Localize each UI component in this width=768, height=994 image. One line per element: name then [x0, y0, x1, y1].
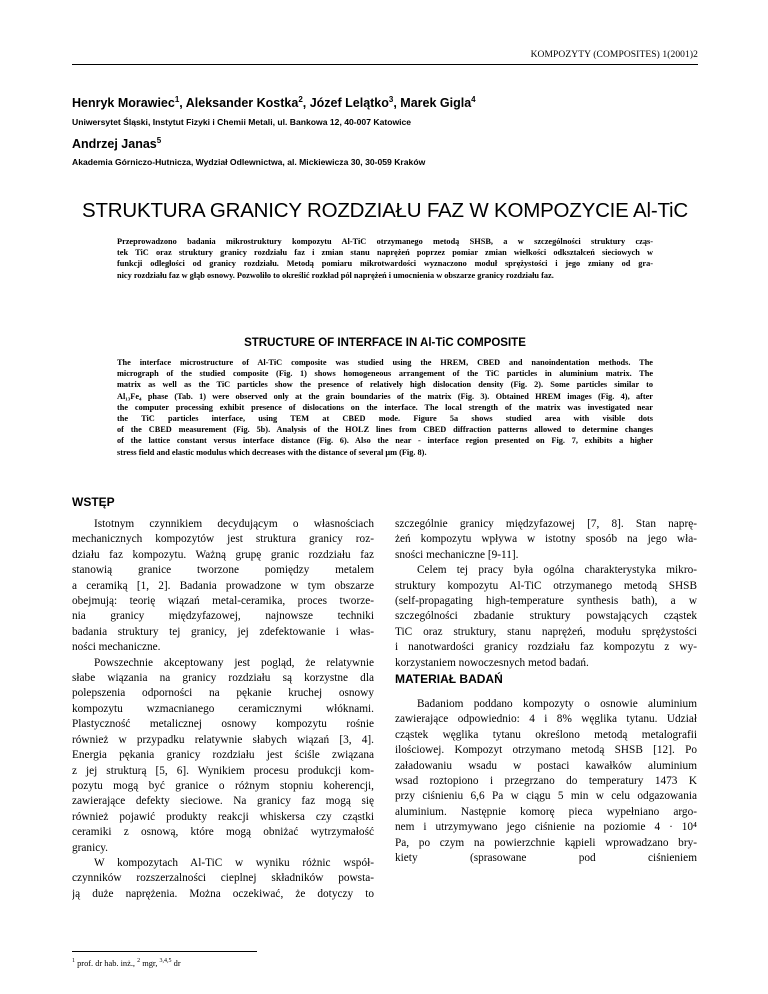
abstract-english: [117, 357, 653, 458]
body-line: a ceramiką [1, 2]. Badania prowadzone w tym obszarze: [72, 579, 374, 592]
footnote-index: 1: [72, 958, 75, 964]
body-line: badania struktury tej granicy, jej zdefektowanie i włas-: [72, 625, 374, 638]
author-name: , Aleksander Kostka: [179, 96, 299, 111]
abstract-line: Przeprowadzono badania mikrostruktury kompozytu Al-TiC otrzymanego metodą SHSB, a w szczególności struktury cząs-: [117, 237, 653, 246]
body-line: nia granicy międzyfazowej, najnowsze techniki: [72, 610, 374, 623]
body-line: również w przypadku relatywnie słabych wiązań [3, 4].: [72, 733, 374, 746]
affiliation-1: Uniwersytet Śląski, Instytut Fizyki i Chemii Metali, ul. Bankowa 12, 40-007 Katowice: [72, 117, 412, 127]
body-line: Plastyczność metalicznej osnowy kompozytu rośnie: [72, 718, 374, 731]
body-line: nem i utrzymywano jego ciśnienie na poziomie 4 · 10⁴: [395, 821, 697, 834]
affiliation-2: Akademia Górniczo-Hutnicza, Wydział Odlewnictwa, al. Mickiewicza 30, 30-059 Kraków: [72, 157, 426, 167]
body-column-right-intro: [395, 517, 697, 671]
title-english: STRUCTURE OF INTERFACE IN Al-TiC COMPOSITE: [244, 337, 526, 349]
abstract-line: The interface microstructure of Al-TiC composite was studied using the HREM, CBED and nanoindentation methods. The: [117, 358, 653, 367]
body-line: przy ciśnieniu 6,6 Pa w ciągu 5 min w celu odgazowania: [395, 790, 697, 803]
body-line: obejmują: teorię wiązań metal-ceramika, proces tworze-: [72, 595, 374, 608]
body-column-right-material: [395, 697, 697, 866]
body-line: ilościowej. Kompozyt otrzymano metodą SHSB [12]. Po: [395, 744, 697, 757]
footnote-text: prof. dr hab. inż.,: [75, 958, 138, 968]
body-line: żeń kompozytu wpływa w istotny sposób na jego wła-: [395, 533, 697, 546]
body-line: słabe wiązania na granicy rozdziału są korzystne dla: [72, 672, 374, 685]
abstract-line: Al₁₃Fe₄ phase (Tab. 1) were observed only at the grain boundaries of the matrix (Fig. 3). Obtained HREM images (Fig. 4), after: [117, 391, 653, 401]
body-line: i nanotwardości granicy rozdziału faz kompozytu z wy-: [395, 641, 697, 654]
footnote: [72, 958, 181, 968]
body-line: Celem tej pracy była ogólna charakterystyka mikro-: [417, 564, 697, 577]
body-line: cząstek węglika tytanu określono metodą metalografii: [395, 728, 697, 741]
body-line: ją duże naprężenia. Można oczekiwać, że dotyczy to: [72, 887, 374, 900]
author-name: Andrzej Janas: [72, 137, 157, 152]
footnote-rule: [72, 951, 257, 952]
body-line: sności mechaniczne [9-11].: [395, 548, 519, 561]
body-line: Powszechnie akceptowany jest pogląd, że relatywnie: [94, 656, 374, 669]
abstract-polish: [117, 236, 653, 281]
author-index: 2: [298, 95, 303, 104]
abstract-line: matrix as well as the TiC particles show the presence of relatively high dislocation density (Fig. 2). Some particles similar to: [117, 380, 653, 390]
authors-line-2: [72, 136, 161, 151]
body-line: Istotnym czynnikiem decydującym o własnościach: [94, 518, 374, 530]
abstract-line: the TiC particles interface, using TEM at CBED mode. Figure 5a shows studied area with visible dots: [117, 414, 653, 424]
body-line: kiety (sprasowane pod ciśnieniem: [395, 852, 697, 865]
body-line: mechanicznych kompozytów jest struktura granicy roz-: [72, 533, 374, 546]
body-line: z jej strukturą [5, 6]. Wynikiem procesu produkcji kom-: [72, 764, 374, 777]
abstract-line: the computer processing exhibit presence of dislocations on the interface. The local strength of the matrix was investigated near: [117, 402, 653, 412]
title-polish: STRUKTURA GRANICY ROZDZIAŁU FAZ W KOMPOZYCIE Al-TiC: [82, 199, 688, 222]
body-line: kompozytu wzmacnianego ceramicznymi włóknami.: [72, 702, 374, 715]
author-index: 4: [471, 95, 476, 104]
abstract-line: nicy rozdziału faz w głąb osnowy. Pozwoliło to określić rozkład pól naprężeń i umocnienia w obszarze granicy rozdziału faz.: [117, 270, 554, 280]
body-line: wsad roztopiono i przegrzano do temperatury 1473 K: [395, 775, 697, 788]
body-line: stanowią granice tworzone pomiędzy metalem: [72, 564, 374, 577]
author-index: 5: [156, 136, 162, 145]
body-column-left: [72, 517, 374, 902]
body-line: polepszenia odporności na pękanie kruchej osnowy: [72, 687, 374, 700]
abstract-line: of the CBED measurement (Fig. 5b). Analysis of the HOLZ lines from CBED diffraction patterns allowed to determine changes: [117, 425, 653, 435]
body-line: Energia pękania granicy rozdziału jest ściśle związana: [72, 749, 374, 762]
section-heading-material: MATERIAŁ BADAŃ: [395, 672, 503, 686]
footnote-index: 3,4,5: [159, 958, 172, 964]
footnote-text: dr: [171, 958, 181, 968]
body-line: szczególnie granicy międzyfazowej [7, 8]. Stan naprę-: [395, 518, 697, 530]
footnote-index: 2: [137, 958, 141, 964]
footnote-text: mgr,: [140, 958, 160, 968]
body-line: W kompozytach Al-TiC w wyniku różnic współ-: [94, 856, 374, 869]
abstract-line: stress field and elastic modulus which decreases with the distance of several μm (Fig. 8).: [117, 447, 427, 457]
body-line: ności mechaniczne.: [72, 641, 161, 654]
abstract-line: of the lattice constant versus interface distance (Fig. 6). Also the near - interface region presented on Fig. 7, exhibits a higher: [117, 436, 653, 446]
author-index: 1: [174, 95, 180, 104]
body-line: zawierające defekty sieciowe. Na granicy faz mogą się: [72, 795, 374, 808]
authors-line-1: [72, 95, 476, 110]
body-line: Badaniom poddano kompozyty o osnowie aluminium: [417, 698, 697, 710]
author-name: , Józef Lelątko: [302, 96, 389, 111]
abstract-line: micrograph of the studied composite (Fig. 1) shows homogeneous arrangement of the TiC particles in aluminium matrix. The: [117, 369, 653, 379]
body-line: czynników rozszerzalności cieplnej składników powsta-: [72, 872, 374, 885]
section-heading-intro: WSTĘP: [72, 495, 115, 509]
body-line: korzystaniem nowoczesnych metod badań.: [395, 656, 589, 669]
body-line: TiC oraz struktury, stanu naprężeń, modułu sprężystości: [395, 625, 697, 638]
body-line: Pa, po czym na powierzchnie kąpieli wprowadzano bry-: [395, 836, 697, 849]
body-line: granicy.: [72, 841, 108, 854]
abstract-line: tek TiC oraz struktury granicy rozdziału faz i zmian stanu naprężeń poprzez pomiar zmian wielkości odkształceń sieciowych w: [117, 248, 653, 258]
body-line: również pojawić produkty reakcji whiskersa czy cząstki: [72, 810, 374, 823]
author-name: , Marek Gigla: [393, 96, 472, 111]
body-line: działu faz kompozytu. Ważną grupę granic rozdziału faz: [72, 548, 374, 561]
body-line: struktury kompozytu Al-TiC otrzymanego metodą SHSB: [395, 579, 697, 592]
body-line: zawierające odpowiednio: 4 i 8% węglika tytanu. Udział: [395, 713, 697, 726]
header-rule: [72, 64, 698, 65]
journal-header: KOMPOZYTY (COMPOSITES) 1(2001)2: [530, 50, 698, 60]
body-line: szczególności zbadanie struktury powstających cząstek: [395, 610, 697, 623]
author-name: Henryk Morawiec: [72, 96, 175, 111]
body-line: pozytu mogą być granice o różnym stopniu koherencji,: [72, 779, 374, 792]
body-line: aluminium. Następnie komorę pieca wypełniano argo-: [395, 805, 697, 818]
body-line: (self-propagating high-temperature synthesis bath), a w: [395, 595, 697, 608]
body-line: ceramiki z osnową, które mogą obniżać wytrzymałość: [72, 826, 374, 839]
author-index: 3: [388, 95, 394, 104]
body-line: załadowaniu wsadu w postaci kawałków aluminium: [395, 759, 697, 772]
abstract-line: funkcji odległości od granicy rozdziału. Metodą pomiaru mikrotwardości wyznaczono moduł sprężystości i jego zmiany od gra-: [117, 259, 653, 269]
